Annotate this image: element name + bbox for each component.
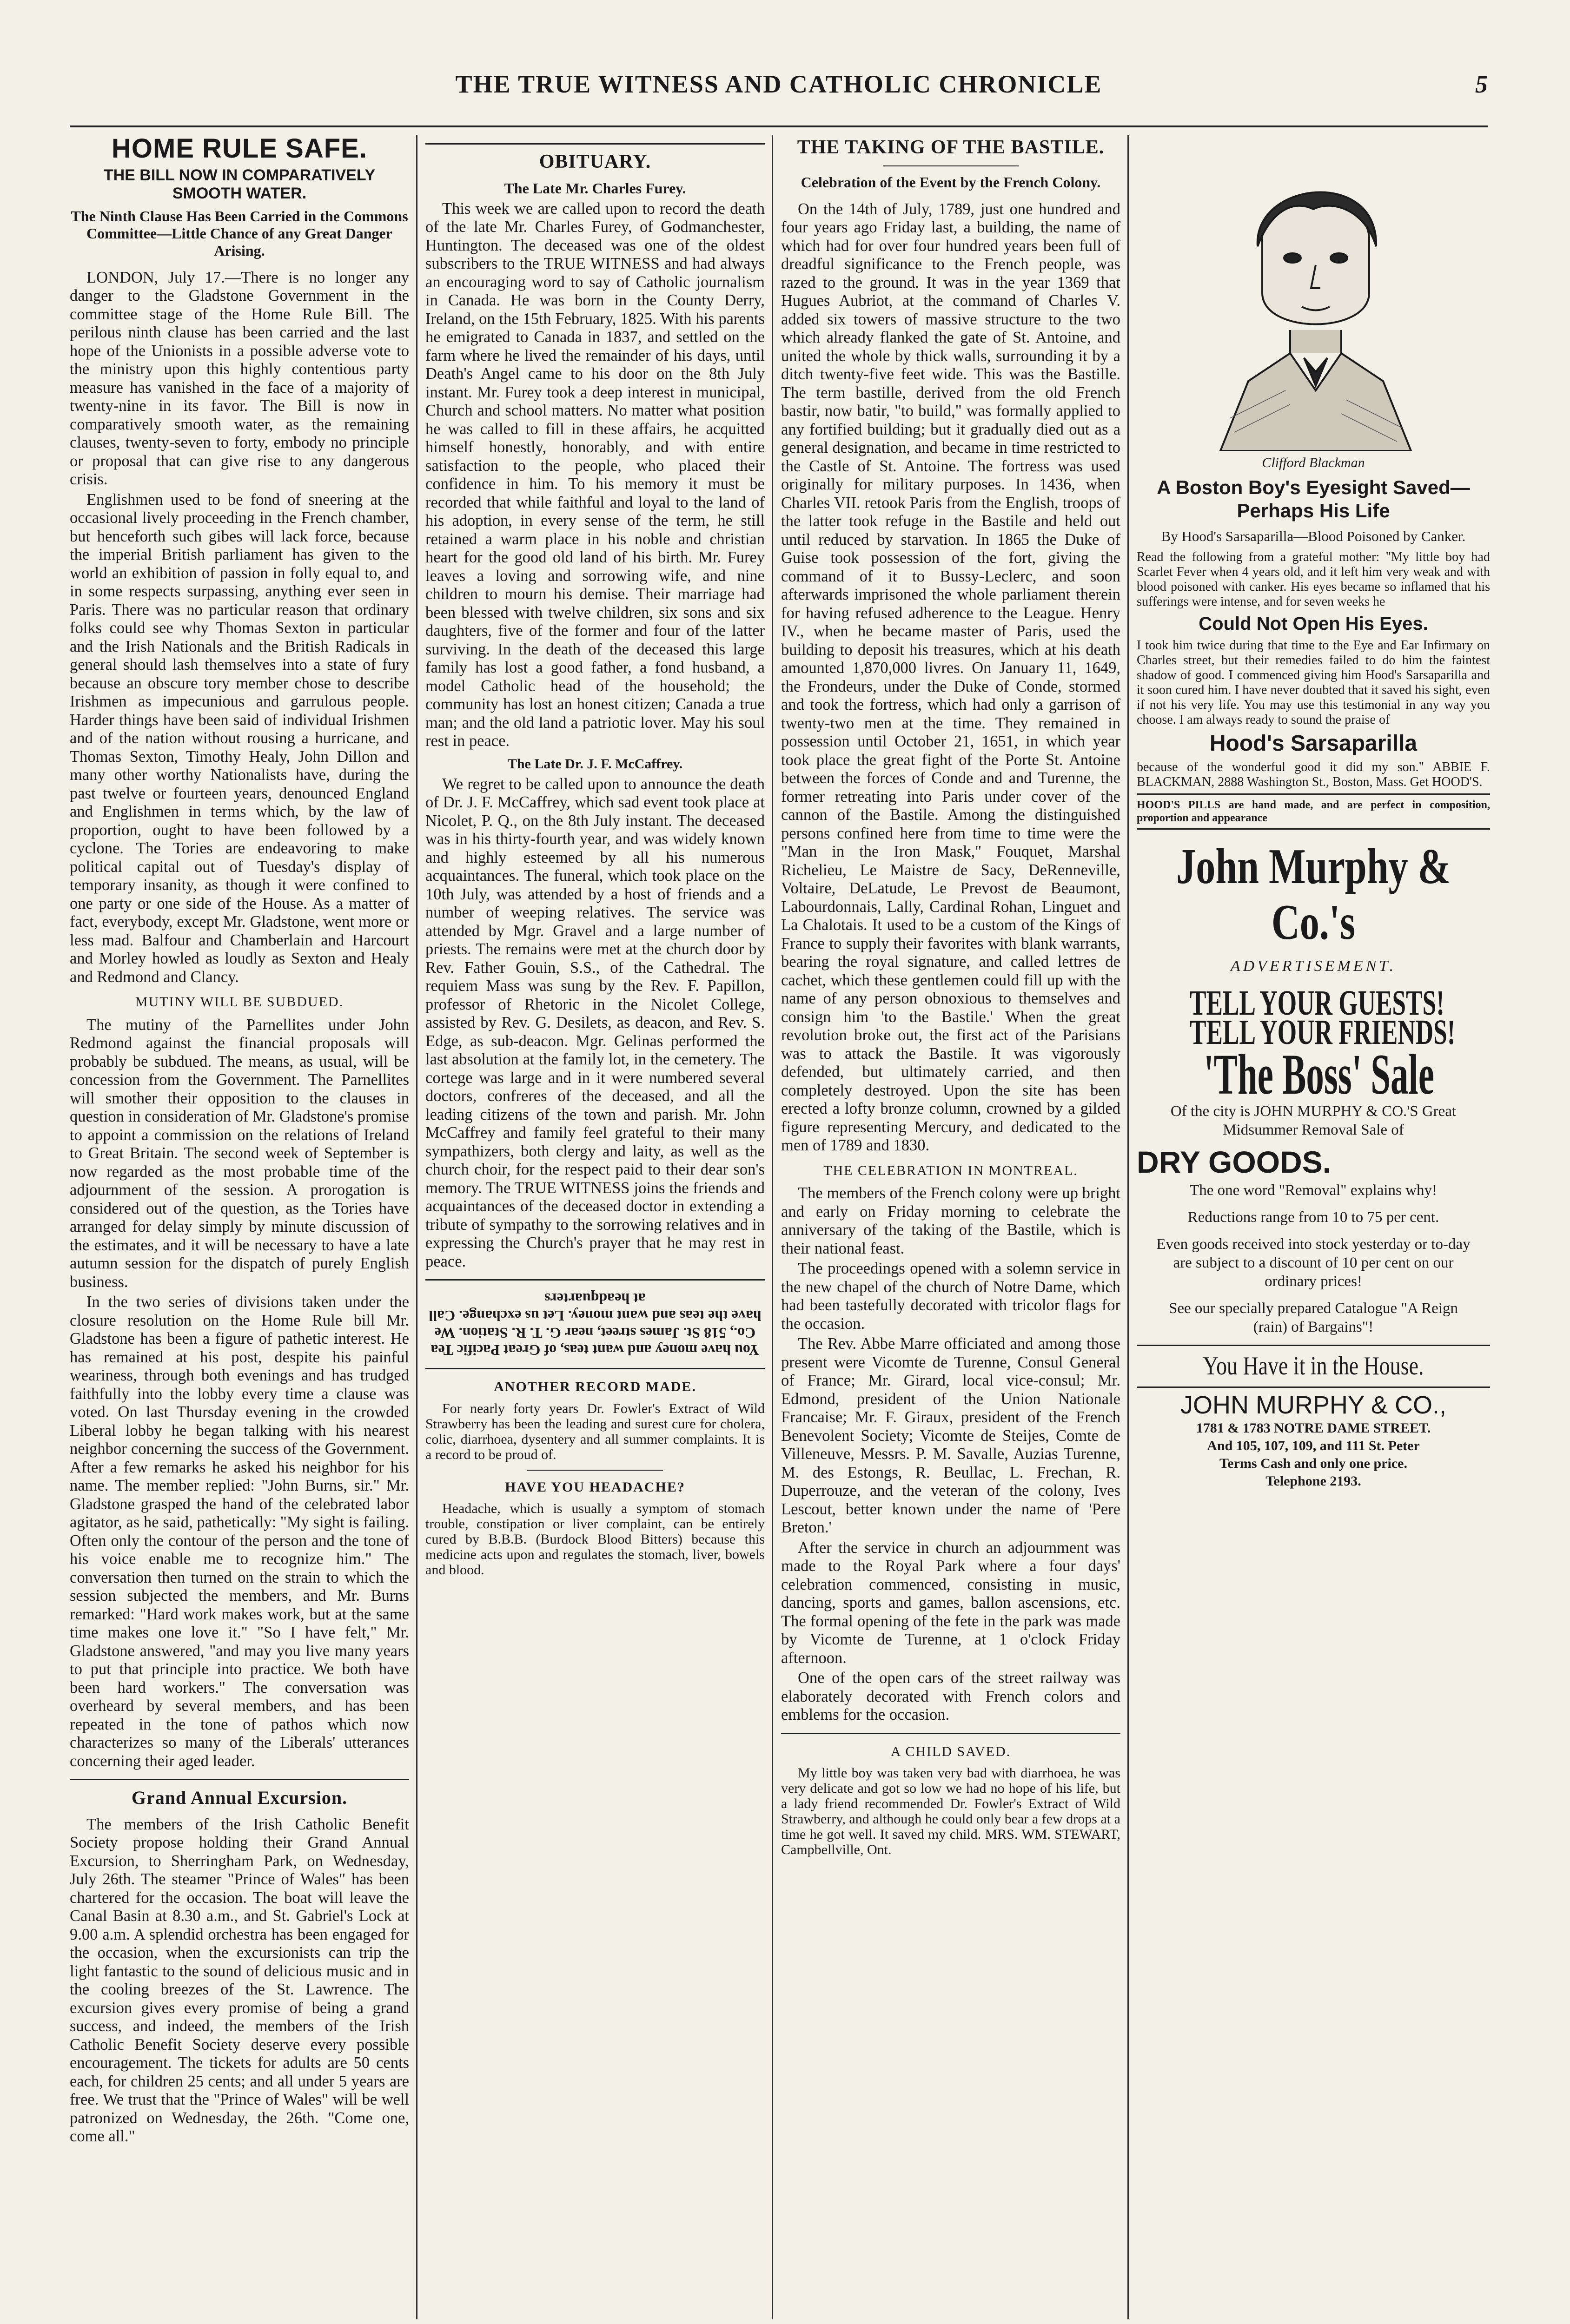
dry-goods: DRY GOODS. [1137,1145,1332,1179]
article-paragraph: The members of the Irish Catholic Benefit Society propose holding their Grand Annual Excursion, to Sherringham Park, on Wednesday, July 26th. The steamer "Prince of Wales" has been chartered for the occasion. The boat will leave the Canal Basin at 8.30 a.m., and St. Gabriel's Lock at 9.00 a.m. A splendid orchestra has been engaged for the occasion, when the excursionists can trip the light fantastic to the sound of delicious music and in the cooling breezes of the St. Lawrence. The excursion gives every promise of being a grand success, and indeed, the members of the Irish Catholic Benefit Society deserve every possible encouragement. The tickets for adults are 50 cents each, for children 25 cents; and all under 5 years are free. We trust that the "Prince of Wales" will be well patronized on Wednesday, the 26th. "Come one, come all." [70,1815,409,2145]
home-rule-headline: HOME RULE SAFE. [112,135,367,164]
murphy-address: 1781 & 1783 NOTRE DAME STREET. [1196,1420,1431,1436]
murphy-text: Even goods received into stock yesterday or to-day are subject to a discount of 10 per cent on our ordinary prices! [1156,1235,1471,1290]
article-paragraph: This week we are called upon to record the death of the late Mr. Charles Furey, of Godmanchester, Huntington. The deceased was one of the oldest subscribers to the TRUE WITNESS and had always an encouraging word to say of Catholic journalism in Canada. He was born in the County Derry, Ireland, on the 15th February, 1825. With his parents he emigrated to Canada in 1837, and settled on the farm where he lived the remainder of his days, until Death's Angel came to his door on the 8th July instant. Mr. Furey took a deep interest in municipal, Church and school matters. No matter what position he was called to fill in these affairs, he acquitted himself honestly, honorably, and with entire satisfaction to the people, who placed their confidence in him. To his memory it must be recorded that while faithful and loyal to the land of his adoption, in every sense of the term, he still retained a warm place in his noble and christian heart for the good old land of his birth. Mr. Furey leaves a loving and sorrowing wife, and nine children to mourn his demise. Their marriage had been blessed with twelve children, six sons and six daughters, five of the former and four of the latter surviving. In the death of the deceased this large family has lost a good father, a fond husband, a model Catholic head of the household; the community has lost an honest citizen; Canada a true man; and the old land a patriotic lover. May his soul rest in peace. [425,199,765,750]
murphy-text: See our specially prepared Catalogue "A Reign (rain) of Bargains"! [1169,1300,1458,1335]
column-rule [1127,135,1129,2319]
newspaper-title: THE TRUE WITNESS AND CATHOLIC CHRONICLE [455,70,1102,98]
column-3 [781,135,1120,2319]
bastile-headline: THE TAKING OF THE BASTILE. [797,137,1105,158]
hoods-body: because of the wonderful good it did my son." ABBIE F. BLACKMAN, 2888 Washington St., Boston, Mass. Get HOOD'S. [1137,760,1490,789]
column-4 [1137,135,1490,2319]
divider [883,165,1019,166]
mutiny-subhead: MUTINY WILL BE SUBDUED. [135,994,344,1010]
record-headline: ANOTHER RECORD MADE. [494,1379,696,1394]
divider [1137,793,1490,795]
home-rule-subhead: THE BILL NOW IN COMPARATIVELY SMOOTH WATER. [103,166,376,202]
furey-head: The Late Mr. Charles Furey. [504,179,686,197]
divider [425,1279,765,1281]
home-rule-deck: The Ninth Clause Has Been Carried in the Commons Committee—Little Chance of any Great Danger Arising. [71,207,408,259]
hoods-brand: Hood's Sarsaparilla [1209,731,1418,756]
divider [781,1733,1120,1734]
murphy-telephone: Telephone 2193. [1265,1473,1361,1489]
hoods-subhead: By Hood's Sarsaparilla—Blood Poisoned by Canker. [1161,528,1466,544]
article-paragraph: LONDON, July 17.—There is no longer any danger to the Gladstone Government in the committee stage of the Home Rule Bill. The perilous ninth clause has been carried and the last hope of the Unionists in a possible adverse vote to the ministry upon this highly contentious party measure has vanished in the face of a majority of twenty-nine in its favor. The Bill is now in comparatively smooth water, as the remaining clauses, twenty-seven to forty, embody no principle or proposal that can give rise to any dangerous crisis. [70,268,409,488]
headache-headline: HAVE YOU HEADACHE? [505,1479,685,1495]
divider [425,143,765,145]
article-paragraph: Headache, which is usually a symptom of stomach trouble, constipation or liver complaint, can be entirely cured by B.B.B. (Burdock Blood Bitters) because this medicine acts upon and regulates the stomach, liver, bowels and blood. [425,1501,765,1578]
child-saved-headline: A CHILD SAVED. [890,1743,1011,1759]
tell-guests: TELL YOUR GUESTS! [1190,983,1444,1023]
article-paragraph: In the two series of divisions taken under the closure resolution on the Home Rule bill Mr. Gladstone has been a figure of pathetic interest. He has remained at his post, despite his painful weariness, through both evenings and has trudged faithfully into the lobby every time a clause was voted. On last Thursday evening in the crowded Liberal lobby he began talking with his nearest neighbor concerning the success of the Government. After a few remarks he asked his neighbor for his name. The member replied: "John Burns, sir." Mr. Gladstone grasped the hand of the celebrated labor agitator, as he said, pathetically: "My sight is failing. Often only the contour of the person and the tone of his voice enable me to recognize him." The conversation then turned on the strain to which the session subjected the members, and Mr. Burns remarked: "Hard work makes work, but at the same time makes one love it." "So I have felt," Mr. Gladstone answered, "and may you live many years to put that principle into practice. We both have been hard workers." The conversation was overheard by several members, and has been repeated in the tone of pathos which now characterizes so many of the Liberals' utterances concerning their aged leader. [70,1293,409,1770]
hoods-headline: A Boston Boy's Eyesight Saved—Perhaps His Life [1157,476,1470,522]
murphy-name: John Murphy & Co.'s [1176,839,1451,950]
divider [1137,828,1490,830]
article-paragraph: The Rev. Abbe Marre officiated and among those present were Vicomte de Turenne, Consul General of France; Mr. Girard, local vice-consul; Mr. Edmond, president of the Union Nationale Francaise; Mr. F. Giraux, president of the French Benevolent Society; Vicomte de Steijes, Comte de Villeneuve, Messrs. P. M. Savalle, Auzias Turenne, M. des Estongs, R. Beullac, L. Frechan, R. Duperrouze, and the veteran of the colony, Ives Lescout, better known under the name of 'Pere Breton.' [781,1335,1120,1536]
murphy-company: JOHN MURPHY & CO., [1180,1391,1447,1419]
inverted-tea-ad: You have money and want teas, of Great Pacific Tea Co., 518 St. James street, near G. T. R. Station. We have the teas and want money. Let us exchange. Call at headquarters [429,1290,762,1359]
article-paragraph: The members of the French colony were up bright and early on Friday morning to celebrate the anniversary of the taking of the Bastile, which is their national feast. [781,1184,1120,1257]
excursion-headline: Grand Annual Excursion. [131,1787,348,1808]
eyes-headline: Could Not Open His Eyes. [1199,614,1428,634]
article-paragraph: After the service in church an adjournment was made to the Royal Park where a four days' celebration commenced, consisting in music, dancing, sports and games, ballon ascensions, etc. The formal opening of the fete in the park was made by Vicomte de Turenne, at 1 o'clock Friday afternoon. [781,1538,1120,1667]
murphy-text: Reductions range from 10 to 75 per cent. [1187,1208,1439,1226]
divider [1137,1345,1490,1346]
murphy-text: The one word "Removal" explains why! [1190,1182,1437,1199]
page-number: 5 [1475,70,1488,98]
divider [70,1779,409,1780]
portrait-caption: Clifford Blackman [1262,455,1365,470]
murphy-terms: Terms Cash and only one price. [1219,1455,1407,1471]
divider [425,1368,765,1369]
advertisement-label: ADVERTISEMENT. [1230,957,1397,975]
boy-portrait-illustration [1192,139,1434,451]
montreal-subhead: THE CELEBRATION IN MONTREAL. [823,1162,1078,1178]
article-paragraph: On the 14th of July, 1789, just one hundred and four years ago Friday last, a building, the name of which had for over four hundred years been full of dreadful significance to the French people, was razed to the ground. It was in the year 1369 that Hugues Aubriot, at the command of Charles V. added six towers of massive structure to the two which already flanked the gate of St. Antoine, and united the whole by thick walls, surrounding it by a ditch twenty-five feet wide. This was the Bastille. The term bastille, derived from the old French bastir, now batir, "to build," was formally applied to any fortified building; but it gradually died out as a general designation, and became in time restricted to the Castle of St. Antoine. The fortress was used originally for military purposes. In 1436, when Charles VII. retook Paris from the English, troops of the latter took refuge in the Bastile and held out until reduced by starvation. In 1865 the Duke of Guise took possession of the fort, giving the command of it to Bussy-Leclerc, and soon afterwards imprisoned the whole parliament therein for having refused adherence to the League. Henry IV., when he became master of Paris, used the building to deposit his treasures, which at his death amounted 1,870,000 livres. On January 11, 1649, the Frondeurs, under the Duke of Conde, stormed and took the fortress, which had only a garrison of twenty-two men at the time. They remained in possession until October 21, 1651, in which year took place the great fight of the Porte St. Antoine between the forces of Conde and and Turenne, the former retreating into Paris under cover of the cannon of the Bastile. Among the distinguished persons confined here from time to time were the "Man in the Iron Mask," Fouquet, Marshal Richelieu, Le Maistre de Sacy, DeRenneville, Voltaire, DeLatude, Le Prevost de Beaumont, Labourdonnais, Lally, Cardinal Rohan, Linguet and La Chalotais. It used to be a custom of the Kings of France to supply their favorites with blank warrants, bearing the royal signature, and called lettres de cachet, which these gentlemen could fill up with the name of any person obnoxious to themselves and consign him 'to the Bastile.' When the great revolution broke out, the first act of the Parisians was to attack the Bastile. It was vigorously defended, but ultimately carried, and then completely destroyed. Upon the site has been erected a lofty bronze column, crowned by a gilded figure representing Mercury, and dedicated to the men of 1789 and 1830. [781,200,1120,1154]
house-slogan: You Have it in the House. [1203,1351,1424,1380]
column-rule [416,135,417,2319]
hoods-pills: HOOD'S PILLS are hand made, and are perfect in composition, proportion and appearance [1137,799,1490,824]
obituary-headline: OBITUARY. [539,151,651,172]
boss-sale: 'The Boss' Sale [1204,1042,1434,1106]
article-paragraph: The mutiny of the Parnellites under John Redmond against the financial proposals will probably be subdued. The means, as usual, will be concession from the Government. The Parnellites will smother their opposition to the clauses in question in consideration of Mr. Gladstone's promise to appoint a commission on the relations of Ireland to Great Britain. The second week of September is now regarded as the most probable time of the adjournment of the session. A prorogation is considered out of the question, as the Tories have arranged for delay simply by minute discussion of the estimates, and it will be necessary to have a late autumn session for the dispatch of purely English business. [70,1016,409,1291]
hoods-body: Read the following from a grateful mother: "My little boy had Scarlet Fever when 4 years old, and it left him very weak and with blood poisoned with canker. His eyes became so inflamed that his sufferings were intense, and for seven weeks he [1137,550,1490,609]
column-2 [425,135,765,2319]
column-1 [70,135,409,2319]
article-paragraph: We regret to be called upon to announce the death of Dr. J. F. McCaffrey, which sad event took place at Nicolet, P. Q., on the 8th July instant. The deceased was in his thirty-fourth year, and was widely known and highly esteemed by all his numerous acquaintances. The funeral, which took place on the 10th July, was attended by a host of friends and a number of weeping relatives. The service was attended by Mgr. Gravel and a large number of priests. The remains were met at the church door by Rev. Father Gouin, S.S., of the Cathedral. The requiem Mass was sung by the Rev. F. Papillon, professor of Rhetoric in the Nicolet College, assisted by Rev. G. Desilets, as deacon, and Rev. S. Edge, as sub-deacon. Mgr. Gelinas performed the last absolution at the family lot, in the cemetery. The cortege was large and in it were numbered several doctors, confreres of the deceased, and all the leading citizens of the town and parish. Mr. John McCaffrey and family feel grateful to their many sympathizers, both clergy and laity, as well as the church choir, for the respect paid to their dear son's memory. The TRUE WITNESS joins the friends and acquaintances of the deceased doctor in extending a tribute of sympathy to the sorrowing relatives and in expressing the Church's prayer that he may rest in peace. [425,775,765,1270]
article-paragraph: My little boy was taken very bad with diarrhoea, he was very delicate and got so low we had no hope of his life, but a lady friend recommended Dr. Fowler's Extract of Wild Strawberry, and although he could only bear a few drops at a time he got well. It saved my child. MRS. WM. STEWART, Campbellville, Ont. [781,1765,1120,1857]
article-paragraph: The proceedings opened with a solemn service in the new chapel of the church of Notre Dame, which had been tastefully decorated with tricolor flags for the occasion. [781,1260,1120,1333]
article-paragraph: One of the open cars of the street railway was elaborately decorated with French colors and emblems for the occasion. [781,1669,1120,1723]
murphy-address: And 105, 107, 109, and 111 St. Peter [1207,1438,1420,1453]
column-rule [772,135,773,2319]
masthead [70,70,1488,127]
bastile-deck: Celebration of the Event by the French Colony. [801,173,1101,191]
murphy-text: Of the city is JOHN MURPHY & CO.'S Great Midsummer Removal Sale of [1170,1103,1457,1138]
article-paragraph: Englishmen used to be fond of sneering at the occasional lively proceeding in the French chamber, but henceforth such gibes will lack force, because the imperial British parliament has given to the world an exhibition of passion in folly equal to, and in some respects surpassing, anything ever seen in Paris. There was no particular reason that ordinary folks could see why Thomas Sexton in particular and the Irish Nationals and the British Radicals in general should lash themselves into a state of fury because an obscure tory member chose to describe Irishmen as impecunious and garrulous people. Harder things have been said of individual Irishmen and of the nation without rousing a hurricane, and Thomas Sexton, Timothy Healy, John Dillon and many other worthy Nationalists have, during the past twelve or fourteen years, denounced England and Englishmen in terms which, by the law of proportion, ought to have been followed by a cyclone. The Tories are endeavoring to make political capital out of Tuesday's display of temporary insanity, as though it were confined to one party or one side of the House. As a matter of fact, everybody, except Mr. Gladstone, went more or less mad. Balfour and Chamberlain and Harcourt and Morley howled as loudly as Sexton and Healy and Redmond and Clancy. [70,490,409,986]
hoods-body: I took him twice during that time to the Eye and Ear Infirmary on Charles street, but their remedies failed to do him the faintest shadow of good. I commenced giving him Hood's Sarsaparilla and it soon cured him. I have never doubted that it saved his sight, even if not his very life. You may use this testimonial in any way you choose. I am always ready to sound the praise of [1137,638,1490,727]
divider [527,1470,663,1471]
tell-friends: TELL YOUR FRIENDS! [1190,1013,1456,1052]
divider [1137,1386,1490,1388]
mccaffrey-head: The Late Dr. J. F. McCaffrey. [507,756,683,772]
article-paragraph: For nearly forty years Dr. Fowler's Extract of Wild Strawberry has been the leading and surest cure for cholera, colic, diarrhoea, dysentery and all summer complaints. It is a record to be proud of. [425,1400,765,1462]
